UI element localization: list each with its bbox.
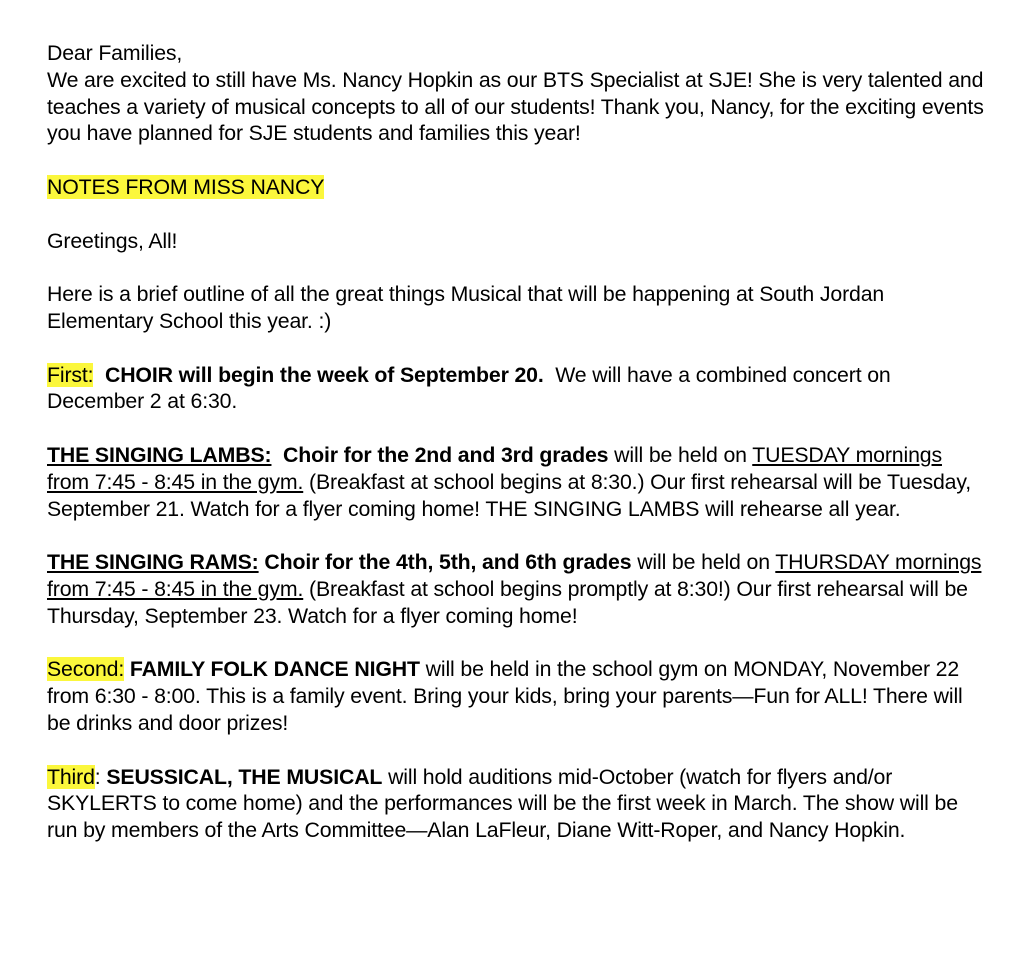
outline-paragraph bbox=[47, 281, 987, 335]
letter-document bbox=[47, 40, 987, 844]
third-bold: SEUSSICAL, THE MUSICAL bbox=[106, 764, 383, 789]
salutation-text: Dear Families, bbox=[47, 41, 183, 65]
intro-text: We are excited to still have Ms. Nancy Hopkin as our BTS Specialist at SJE! She is very talented and teaches a variety of musical concepts to all of our students! Thank you, Nancy, for the exciting events you have planned for SJE students and families this year! bbox=[47, 67, 984, 146]
first-bold: CHOIR will begin the week of September 20. bbox=[104, 362, 544, 387]
second-bold: FAMILY FOLK DANCE NIGHT bbox=[129, 657, 420, 682]
notes-heading bbox=[47, 174, 987, 201]
third-item bbox=[47, 764, 987, 844]
greeting-text: Greetings, All! bbox=[47, 228, 178, 253]
greeting bbox=[47, 228, 987, 255]
first-text: We will have a combined concert on December 2 at 6:30. bbox=[47, 362, 891, 414]
rams-text2: (Breakfast at school begins promptly at 8:30!) Our first rehearsal will be Thursday, September 23. Watch for a flyer coming home! bbox=[47, 576, 968, 628]
singing-lambs-item bbox=[47, 442, 987, 522]
second-text: will be held in the school gym on MONDAY, November 22 from 6:30 - 8:00. This is a family event. Bring your kids, bring your parents—Fun for ALL! There will be drinks and door prizes! bbox=[47, 657, 963, 735]
first-label: First: bbox=[47, 362, 94, 387]
spacer bbox=[47, 147, 987, 174]
rams-schedule: THURSDAY mornings from 7:45 - 8:45 in the gym. bbox=[47, 550, 982, 601]
lambs-bold: Choir for the 2nd and 3rd grades bbox=[283, 442, 609, 467]
first-item bbox=[47, 362, 987, 416]
spacer bbox=[47, 522, 987, 549]
lambs-text2: (Breakfast at school begins at 8:30.) Our first rehearsal will be Tuesday, September 21. Watch for a flyer coming home! THE SINGING LAMBS will rehearse all year. bbox=[47, 469, 972, 521]
notes-heading-text: NOTES FROM MISS NANCY bbox=[47, 174, 325, 199]
lambs-name: THE SINGING LAMBS: bbox=[47, 442, 272, 467]
third-text: will hold auditions mid-October (watch for flyers and/or SKYLERTS to come home) and the performances will be the first week in March. The show will be run by members of the Arts Committee—Alan LaFleur, Diane Witt-Roper, and Nancy Hopkin. bbox=[47, 764, 958, 843]
rams-text1: will be held on bbox=[631, 550, 776, 575]
spacer bbox=[47, 737, 987, 764]
third-colon: : bbox=[94, 764, 101, 789]
spacer bbox=[47, 415, 987, 442]
lambs-text1: will be held on bbox=[608, 442, 753, 467]
lambs-schedule: TUESDAY mornings from 7:45 - 8:45 in the gym. bbox=[47, 442, 942, 494]
third-label: Third bbox=[47, 764, 95, 789]
second-item bbox=[47, 656, 987, 736]
salutation bbox=[47, 40, 987, 67]
singing-rams-item bbox=[47, 549, 987, 629]
rams-name: THE SINGING RAMS: bbox=[47, 550, 259, 575]
spacer bbox=[47, 335, 987, 362]
spacer bbox=[47, 201, 987, 228]
intro-paragraph bbox=[47, 67, 987, 147]
spacer bbox=[47, 254, 987, 281]
rams-bold: Choir for the 4th, 5th, and 6th grades bbox=[264, 550, 632, 575]
outline-text: Here is a brief outline of all the great things Musical that will be happening at South Jordan Elementary School this year. :) bbox=[47, 282, 885, 333]
second-label: Second: bbox=[47, 657, 125, 682]
spacer bbox=[47, 630, 987, 657]
